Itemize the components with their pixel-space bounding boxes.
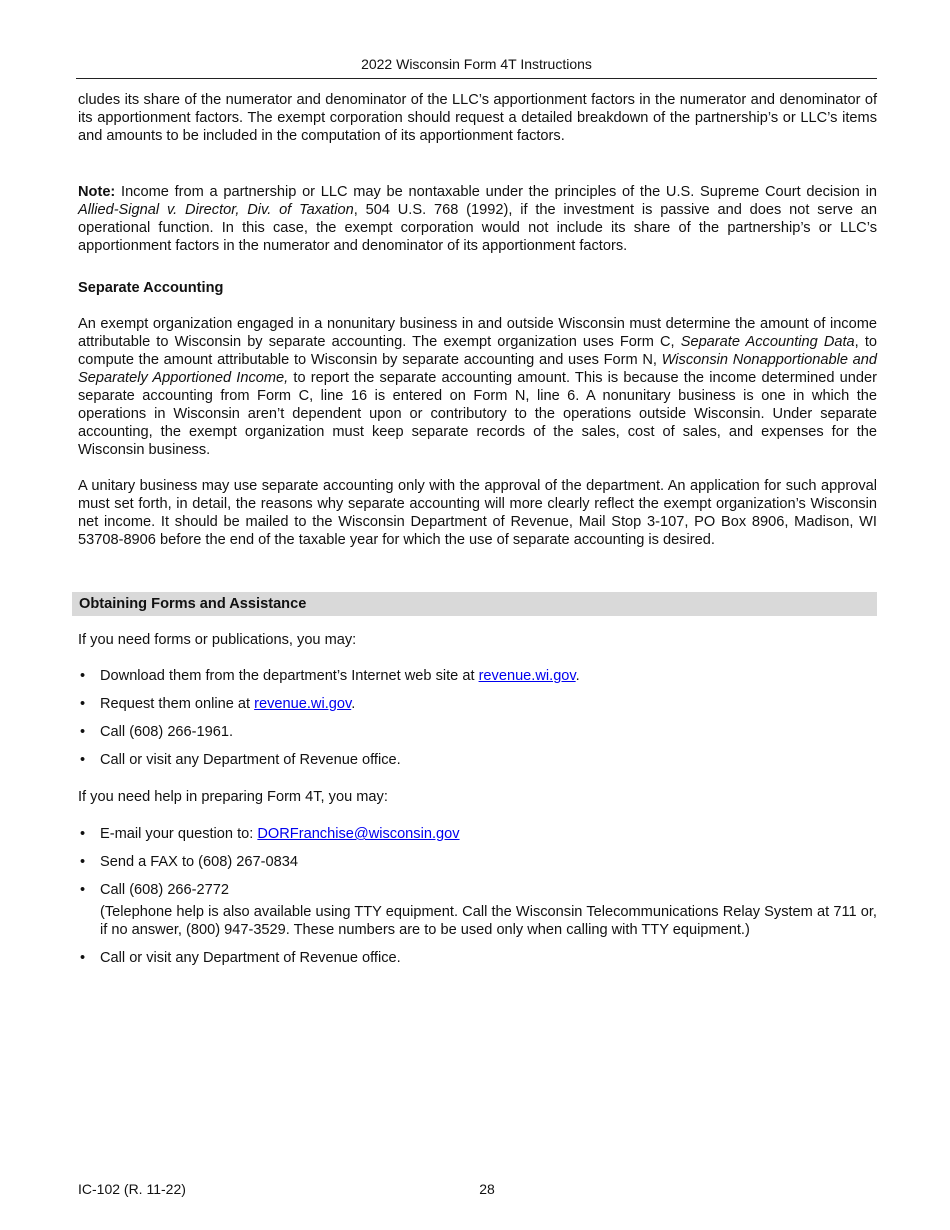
paragraph-apportionment: cludes its share of the numerator and denominator of the LLC’s apportionment factors in the numerator and denominator of its apportionment factors. The exempt corporation should request a detailed breakdown of the partnership’s or LLC’s items and amounts to be included in the computation of its apportionment factors. — [78, 92, 877, 144]
separate-accounting-paragraph — [78, 315, 877, 459]
item-text: Call (608) 266-2772 — [100, 882, 229, 898]
forms-intro: If you need forms or publications, you may: — [78, 632, 357, 648]
item-text: Download them from the department’s Internet web site at — [100, 668, 479, 684]
unitary-business-paragraph: A unitary business may use separate accounting only with the approval of the department. An application for such approval must set forth, in detail, the reasons why separate accounting will more clearly reflect the exempt organization’s Wisconsin net income. It should be mailed to the Wisconsin Department of Revenue, Mail Stop 3-107, PO Box 8906, Madison, WI 53708-8906 before the end of the taxable year for which the use of separate accounting is desired. — [78, 478, 877, 548]
list-item — [78, 881, 877, 939]
item-text: Request them online at — [100, 696, 255, 712]
note-text: Income from a partnership or LLC may be nontaxable under the principles of the U.S. Supreme Court decision in — [115, 184, 877, 200]
form-title: Separate Accounting Data — [680, 334, 855, 350]
bullet-icon: • — [80, 752, 86, 768]
note-text: , 504 U.S. 768 (1992), if the investment is passive and does not serve an operational function. In this case, the exempt corporation would not include its share of the partnership’s or LLC’s apportionment factors in the numerator and denominator of its apportionment factors. — [78, 202, 877, 254]
form-title: Wisconsin Nonapportionable and Separately Apportioned Income, — [78, 352, 877, 386]
form-id: IC-102 (R. 11-22) — [78, 1181, 186, 1197]
case-citation: Allied-Signal v. Director, Div. of Taxation — [78, 202, 354, 218]
bullet-icon: • — [80, 950, 86, 966]
list-item — [78, 695, 877, 713]
bullet-icon: • — [80, 882, 86, 898]
bullet-icon: • — [80, 724, 86, 740]
help-list — [78, 825, 877, 967]
list-item — [78, 825, 877, 843]
bullet-icon: • — [80, 696, 86, 712]
section-heading-separate-accounting: Separate Accounting — [78, 280, 224, 296]
website-link[interactable]: revenue.wi.gov — [478, 668, 576, 684]
list-item — [78, 751, 877, 769]
bullet-icon: • — [80, 854, 86, 870]
note-label: Note: — [78, 184, 116, 200]
tty-note: (Telephone help is also available using TTY equipment. Call the Wisconsin Telecommunications Relay System at 711 or, if no answer, (800) 947-3529. These numbers are to be used only when calling with TTY equipment.) — [100, 904, 877, 938]
text: An exempt organization engaged in a nonunitary business in and outside Wisconsin must determine the amount of income attributable to Wisconsin by separate accounting. The exempt organization uses Form C, — [78, 316, 877, 350]
list-item — [78, 667, 877, 685]
list-item — [78, 853, 877, 871]
header-rule — [76, 78, 877, 79]
item-text: E-mail your question to: — [100, 826, 258, 842]
section-heading-assistance: Obtaining Forms and Assistance — [79, 596, 307, 612]
item-text: Call (608) 266-1961. — [100, 724, 234, 740]
list-item — [78, 723, 877, 741]
bullet-icon: • — [80, 826, 86, 842]
item-text: Send a FAX to (608) 267-0834 — [100, 854, 298, 870]
text: , to compute the amount attributable to Wisconsin by separate accounting and uses Form N, — [78, 334, 877, 368]
email-link[interactable]: DORFranchise@wisconsin.gov — [257, 826, 460, 842]
help-intro: If you need help in preparing Form 4T, you may: — [78, 789, 388, 805]
website-link[interactable]: revenue.wi.gov — [254, 696, 352, 712]
item-text: Call or visit any Department of Revenue office. — [100, 950, 401, 966]
punctuation: . — [351, 696, 356, 712]
section-heading-bar — [72, 592, 877, 616]
item-text: Call or visit any Department of Revenue office. — [100, 752, 401, 768]
page-number: 28 — [479, 1181, 495, 1197]
list-item — [78, 949, 877, 967]
bullet-icon: • — [80, 668, 86, 684]
note-paragraph — [78, 183, 877, 255]
running-header: 2022 Wisconsin Form 4T Instructions — [361, 56, 592, 72]
forms-list — [78, 667, 877, 769]
punctuation: . — [575, 668, 580, 684]
text: to report the separate accounting amount. This is because the income determined under separate accounting from Form C, line 16 is entered on Form N, line 6. A nonunitary business is one in which the operations in Wisconsin aren’t dependent upon or contributory to the operations outside Wisconsin. Under separate accounting, the exempt organization must keep separate records of the sales, cost of sales, and expenses for the Wisconsin business. — [78, 370, 877, 458]
